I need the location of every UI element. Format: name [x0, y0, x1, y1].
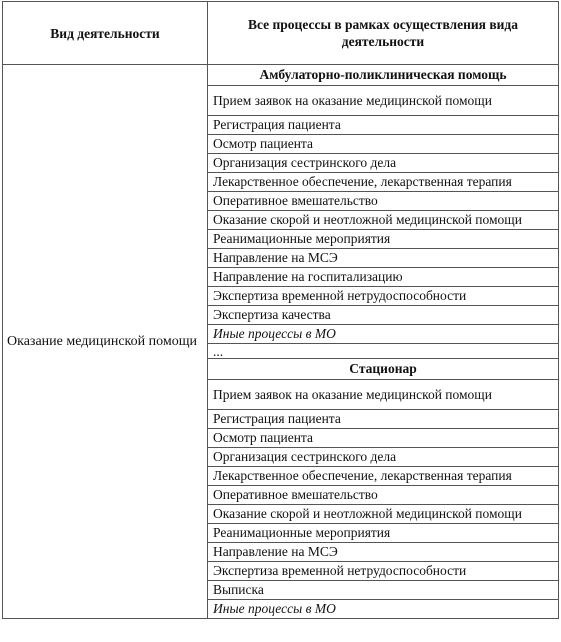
process-cell: Направление на МСЭ	[208, 249, 559, 268]
process-cell: Направление на госпитализацию	[208, 268, 559, 287]
process-cell: Организация сестринского дела	[208, 448, 559, 467]
process-cell: Регистрация пациента	[208, 116, 559, 135]
process-cell: Осмотр пациента	[208, 429, 559, 448]
process-cell: Направление на МСЭ	[208, 543, 559, 562]
process-cell-other: Иные процессы в МО	[208, 325, 559, 344]
table-row	[3, 65, 559, 86]
process-cell: Оперативное вмешательство	[208, 486, 559, 505]
process-cell: Экспертиза временной нетрудоспособности	[208, 562, 559, 581]
activity-process-table	[2, 1, 559, 619]
process-cell: Осмотр пациента	[208, 135, 559, 154]
process-cell: Организация сестринского дела	[208, 154, 559, 173]
process-cell: Прием заявок на оказание медицинской помощи	[208, 380, 559, 410]
process-cell: Оказание скорой и неотложной медицинской помощи	[208, 211, 559, 230]
process-cell: Экспертиза временной нетрудоспособности	[208, 287, 559, 306]
process-cell: Выписка	[208, 581, 559, 600]
process-cell: Оказание скорой и неотложной медицинской помощи	[208, 505, 559, 524]
process-cell-ellipsis: ...	[208, 344, 559, 359]
activity-cell: Оказание медицинской помощи	[3, 65, 208, 619]
process-cell: Лекарственное обеспечение, лекарственная терапия	[208, 467, 559, 486]
process-cell: Прием заявок на оказание медицинской помощи	[208, 86, 559, 116]
process-cell: Оперативное вмешательство	[208, 192, 559, 211]
section-title-inpatient: Стационар	[208, 359, 559, 380]
section-title-outpatient: Амбулаторно-поликлиническая помощь	[208, 65, 559, 86]
process-cell: Экспертиза качества	[208, 306, 559, 325]
table-header-row	[3, 2, 559, 65]
header-processes: Все процессы в рамках осуществления вида деятельности	[208, 2, 559, 65]
process-cell-other: Иные процессы в МО	[208, 600, 559, 619]
process-cell: Лекарственное обеспечение, лекарственная терапия	[208, 173, 559, 192]
process-cell: Реанимационные мероприятия	[208, 230, 559, 249]
header-activity-type: Вид деятельности	[3, 2, 208, 65]
process-cell: Регистрация пациента	[208, 410, 559, 429]
process-cell: Реанимационные мероприятия	[208, 524, 559, 543]
